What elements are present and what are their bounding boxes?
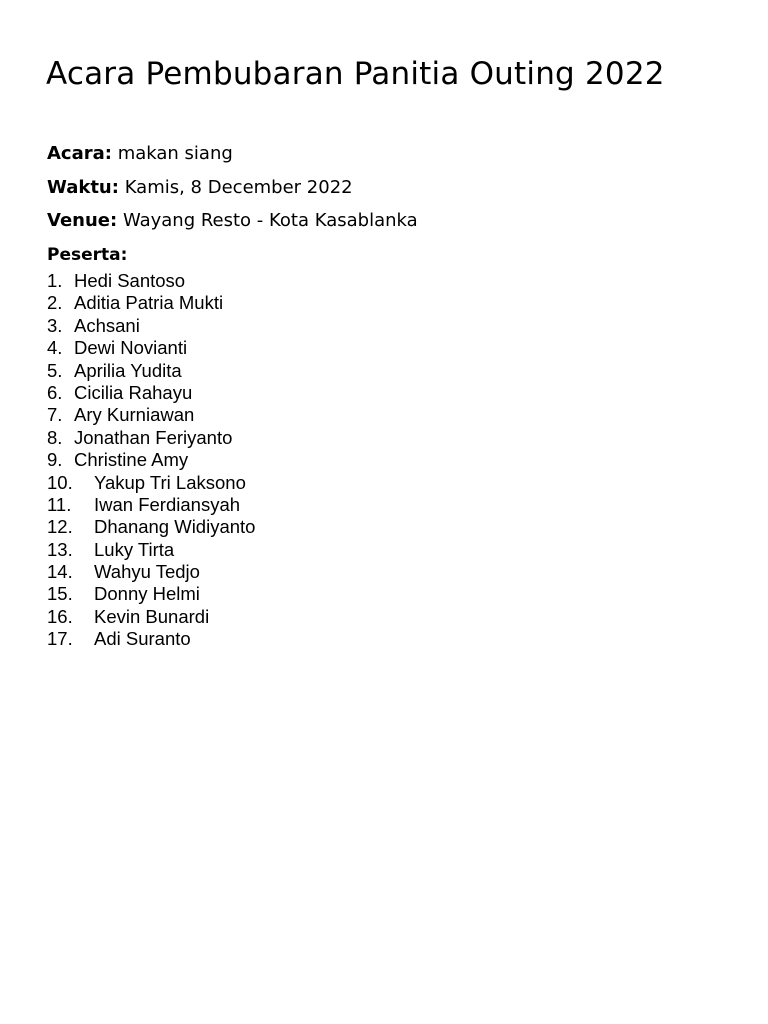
participant-item	[47, 382, 255, 404]
participant-number: 14.	[47, 561, 73, 583]
participant-item	[47, 404, 255, 426]
participant-number: 10.	[47, 471, 73, 493]
document-title: Acara Pembubaran Panitia Outing 2022	[46, 56, 665, 92]
participant-item	[47, 360, 255, 382]
participant-item	[47, 628, 255, 650]
event-time-label: Waktu:	[47, 176, 119, 198]
participant-number: 5.	[47, 359, 63, 381]
participant-number: 8.	[47, 426, 63, 448]
event-venue-value: Wayang Resto - Kota Kasablanka	[122, 210, 418, 231]
participant-name: Hedi Santoso	[74, 270, 186, 291]
participant-item	[47, 606, 255, 628]
participant-item	[47, 494, 255, 516]
participant-number: 11.	[47, 493, 72, 515]
participant-name: Christine Amy	[74, 449, 189, 471]
participant-name: Kevin Bunardi	[94, 605, 210, 627]
participant-number: 4.	[47, 337, 63, 359]
participant-name: Aditia Patria Mukti	[74, 292, 224, 314]
participant-name: Dewi Novianti	[74, 337, 188, 359]
participants-heading: Peserta:	[47, 245, 128, 265]
participant-number: 17.	[47, 628, 73, 650]
event-venue	[47, 209, 418, 233]
participant-item	[47, 449, 255, 471]
participants-list	[47, 270, 255, 651]
participant-name: Ary Kurniawan	[74, 404, 195, 426]
participant-item	[47, 270, 255, 292]
participant-name: Jonathan Feriyanto	[74, 426, 233, 448]
participant-name: Adi Suranto	[94, 628, 191, 650]
participant-name: Iwan Ferdiansyah	[94, 493, 241, 515]
participant-name: Aprilia Yudita	[74, 359, 182, 381]
event-activity-label: Acara:	[47, 143, 112, 164]
participant-item	[47, 539, 255, 561]
participant-number: 12.	[47, 516, 73, 538]
participant-number: 16.	[47, 605, 73, 627]
event-time	[47, 176, 418, 200]
participant-number: 1.	[47, 270, 63, 291]
event-details	[47, 142, 418, 243]
participant-number: 3.	[47, 314, 63, 336]
event-activity	[47, 142, 418, 166]
participant-number: 13.	[47, 538, 73, 560]
participant-item	[47, 337, 255, 359]
participant-name: Donny Helmi	[94, 583, 200, 605]
participant-name: Luky Tirta	[94, 538, 175, 560]
participant-name: Achsani	[74, 314, 140, 336]
participant-item	[47, 516, 255, 538]
participant-number: 15.	[47, 583, 73, 605]
event-time-value: Kamis, 8 December 2022	[124, 176, 353, 198]
participant-name: Yakup Tri Laksono	[94, 471, 246, 493]
event-activity-value: makan siang	[117, 143, 233, 164]
participant-number: 9.	[47, 449, 63, 471]
participant-item	[47, 472, 255, 494]
participant-name: Dhanang Widiyanto	[94, 516, 256, 538]
participant-number: 6.	[47, 381, 63, 403]
participant-number: 7.	[47, 404, 63, 426]
participant-name: Cicilia Rahayu	[74, 381, 193, 403]
participant-number: 2.	[47, 292, 63, 314]
participant-item	[47, 427, 255, 449]
participant-item	[47, 292, 255, 314]
participant-name: Wahyu Tedjo	[94, 561, 200, 583]
participant-item	[47, 315, 255, 337]
event-venue-label: Venue:	[47, 210, 118, 231]
participant-item	[47, 561, 255, 583]
participant-item	[47, 583, 255, 605]
